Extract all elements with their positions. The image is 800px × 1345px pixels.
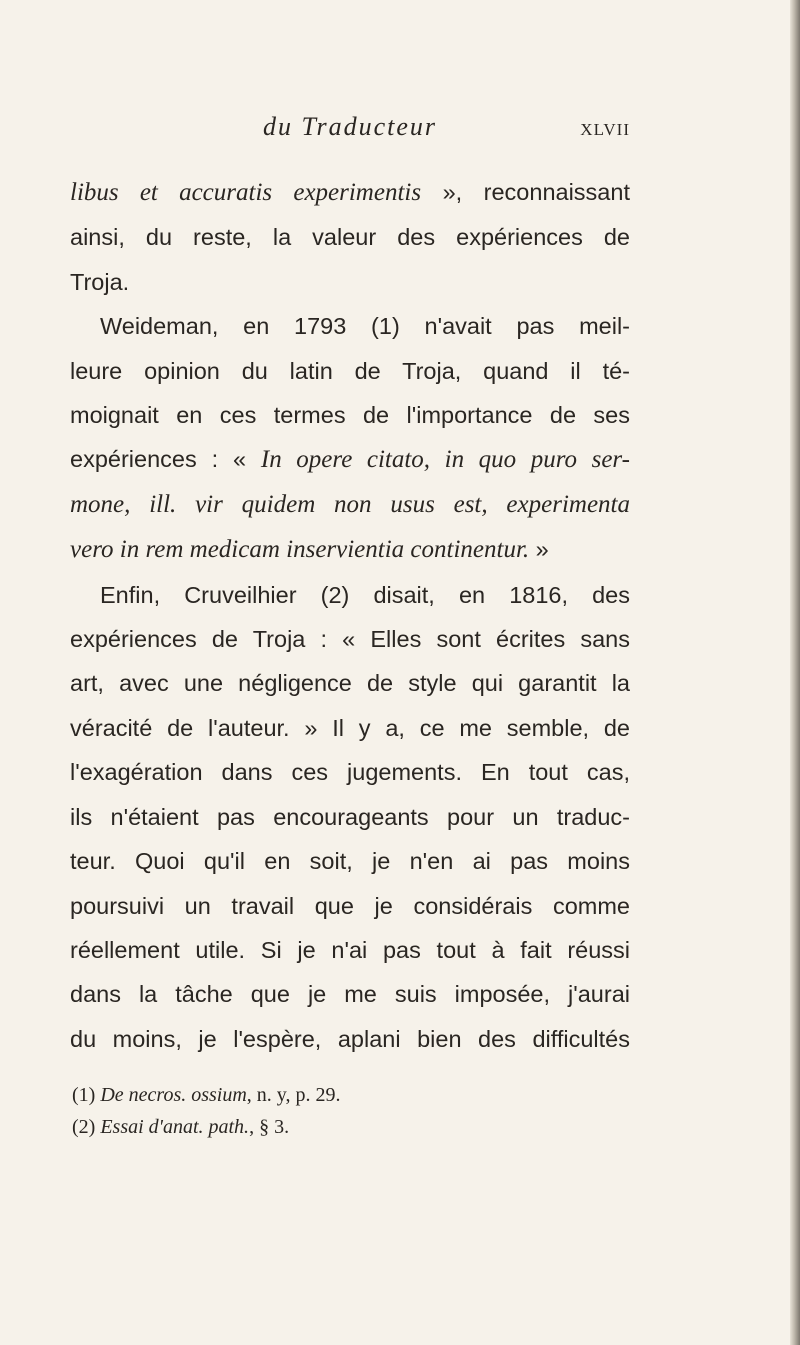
footnote-marker: (1) — [72, 1084, 101, 1107]
footnotes — [70, 1079, 630, 1143]
text-span: » — [529, 536, 549, 563]
text-line: expériences de Troja : « Elles sont écrites sans — [70, 626, 630, 653]
latin-quote: libus et accuratis experimentis — [70, 179, 422, 206]
latin-quote: vero in rem medicam inservientia continentur. — [70, 536, 530, 564]
text-line: Weideman, en 1793 (1) n'avait pas meil- — [100, 313, 630, 340]
text-line: l'exagération dans ces jugements. En tout cas, — [70, 759, 630, 786]
text-line: ils n'étaient pas encourageants pour un traduc- — [70, 803, 630, 830]
body-text — [70, 170, 630, 1061]
text-line — [70, 170, 630, 215]
text-line: Troja. — [70, 268, 130, 295]
footnote — [72, 1111, 630, 1143]
text-line: Enfin, Cruveilhier (2) disait, en 1816, des — [100, 581, 630, 608]
text-line: réellement utile. Si je n'ai pas tout à fait réussi — [70, 936, 630, 963]
text-line: dans la tâche que je me suis imposée, j'aurai — [70, 981, 630, 1008]
running-title: du Traducteur — [262, 112, 438, 141]
latin-quote: In opere citato, in quo puro ser- — [260, 446, 630, 474]
text-line: poursuivi un travail que je considérais comme — [70, 892, 630, 919]
footnote-text: , § 3. — [249, 1116, 290, 1139]
text-line: moignait en ces termes de l'importance de ses — [70, 402, 630, 429]
footnote-text: , n. y, p. 29. — [246, 1084, 341, 1107]
footnote-title: De necros. ossium — [100, 1084, 247, 1107]
text-line: leure opinion du latin de Troja, quand il té- — [70, 357, 630, 384]
paragraph — [70, 304, 630, 572]
book-page — [70, 108, 630, 1143]
text-span: expériences : « — [70, 446, 261, 473]
footnote-marker: (2) — [72, 1116, 101, 1139]
running-head — [70, 108, 630, 148]
footnote-title: Essai d'anat. path. — [100, 1116, 250, 1139]
text-span: », reconnaissant — [421, 179, 630, 205]
text-line: ainsi, du reste, la valeur des expériences de — [70, 224, 630, 251]
text-line: teur. Quoi qu'il en soit, je n'en ai pas moins — [70, 848, 630, 875]
latin-quote-line: mone, ill. vir quidem non usus est, experimenta — [70, 490, 630, 518]
page-edge-shadow — [790, 0, 800, 1345]
footnote — [72, 1079, 630, 1111]
paragraph — [70, 573, 630, 1061]
text-line — [70, 437, 630, 482]
text-line — [70, 527, 630, 572]
page-number: XLVII — [580, 120, 630, 139]
text-line: art, avec une négligence de style qui garantit la — [70, 670, 630, 697]
paragraph — [70, 170, 630, 304]
text-line: véracité de l'auteur. » Il y a, ce me semble, de — [70, 714, 630, 741]
text-line: du moins, je l'espère, aplani bien des difficultés — [70, 1025, 630, 1052]
